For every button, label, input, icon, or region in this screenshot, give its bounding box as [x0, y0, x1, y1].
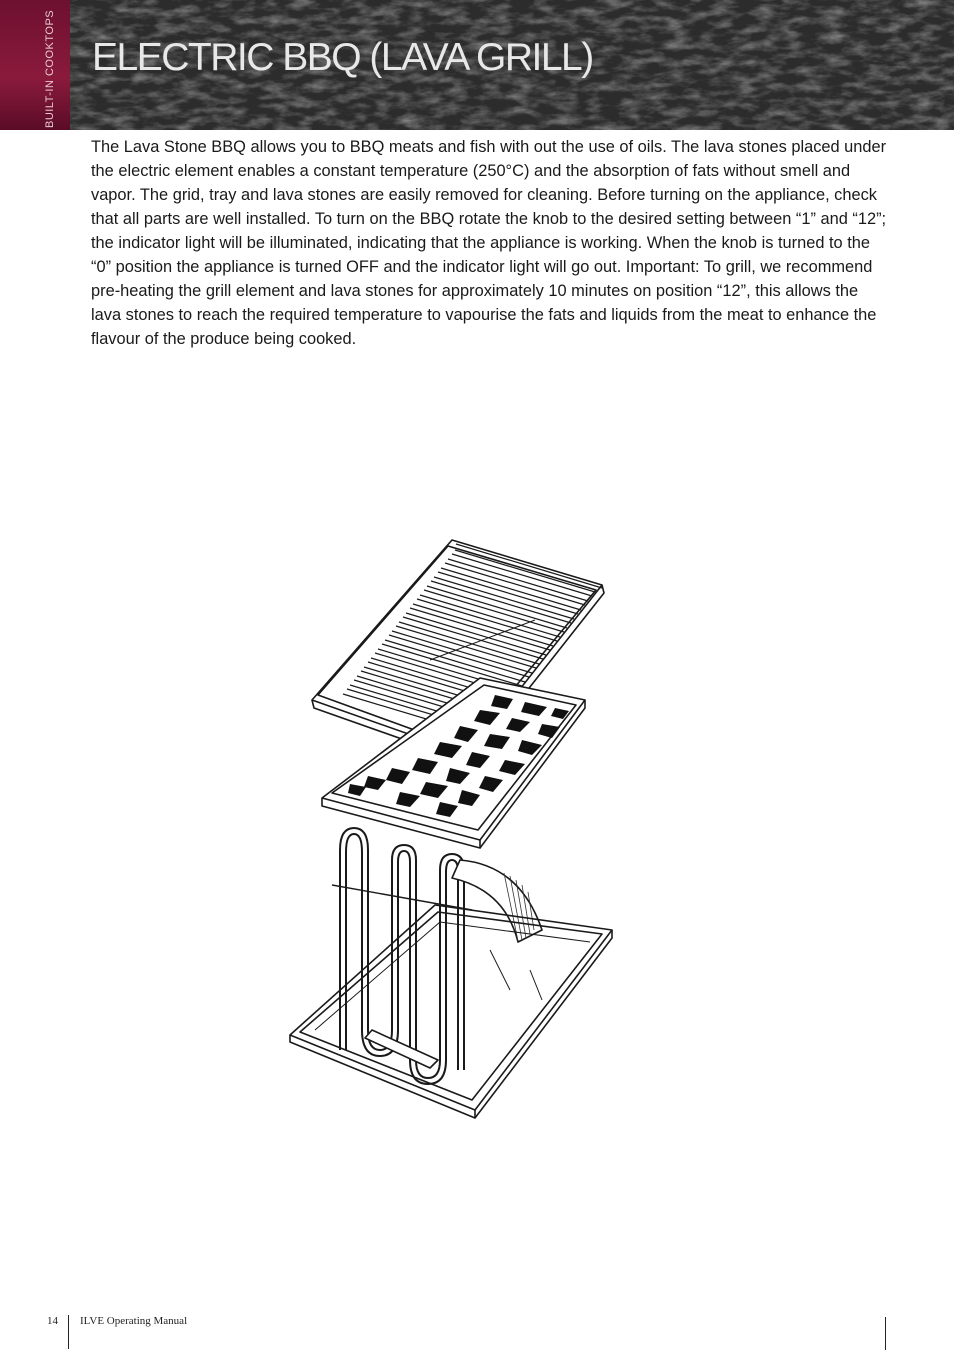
- section-label: BUILT-IN COOKTOPS: [44, 9, 56, 128]
- manual-title: ILVE Operating Manual: [80, 1315, 188, 1327]
- base-drip-tray: [290, 905, 612, 1118]
- header-banner: [0, 0, 954, 130]
- page-title: ELECTRIC BBQ (LAVA GRILL): [92, 36, 593, 79]
- description-paragraph: The Lava Stone BBQ allows you to BBQ meats and fish with out the use of oils. The lava stones placed under the electric element enables a constant temperature (250°C) and the absorption of fats without smell and vapor. The grid, tray and lava stones are easily removed for cleaning. Before turning on the appliance, check that all parts are well installed. To turn on the BBQ rotate the knob to the desired setting between “1” and “12”; the indicator light will be illuminated, indicating that the appliance is working. When the knob is turned to the “0” position the appliance is turned OFF and the indicator light will go out. Important: To grill, we recommend pre-heating the grill element and lava stones for approximately 10 minutes on position “12”, this allows the lava stones to reach the required temperature to vapourise the fats and liquids from the meat to enhance the flavour of the produce being cooked.: [91, 138, 887, 348]
- footer-divider-right: [885, 1317, 886, 1350]
- page-number: 14: [47, 1315, 58, 1327]
- footer-divider-left: [68, 1315, 69, 1349]
- section-tab: [0, 0, 70, 130]
- lava-grill-exploded-illustration: [280, 530, 620, 1120]
